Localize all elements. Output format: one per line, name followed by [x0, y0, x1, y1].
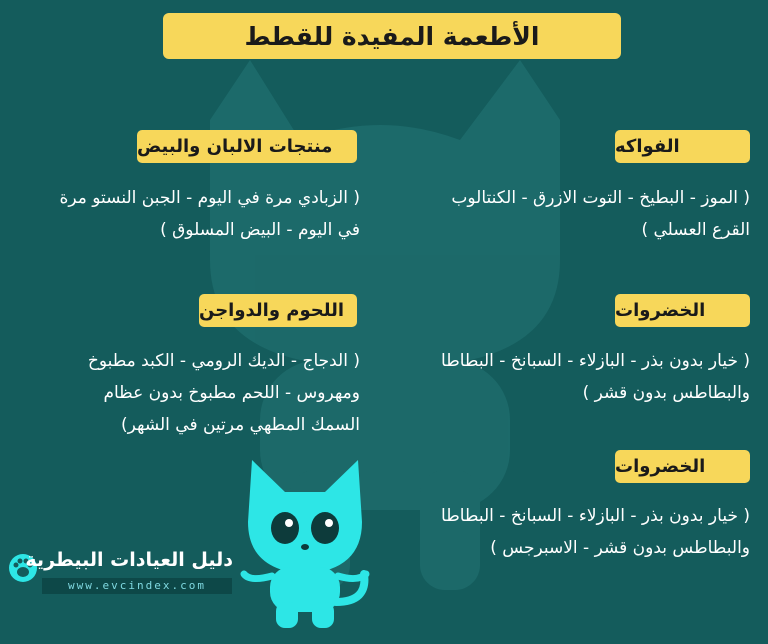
- brand-logo[interactable]: [8, 549, 233, 597]
- section-text-fruits: ( الموز - البطيخ - التوت الازرق - الكنتالوب القرع العسلي ): [451, 188, 750, 240]
- section-text-vegetables-1: ( خيار بدون بذر - البازلاء - السبانخ - البطاطا والبطاطس بدون قشر ): [441, 351, 750, 403]
- section-label-fruits: الفواكه: [615, 130, 750, 163]
- page-title-text: الأطعمة المفيدة للقطط: [244, 21, 540, 51]
- section-text-dairy-eggs: ( الزبادي مرة في اليوم - الجبن النستو مرة في اليوم - البيض المسلوق ): [59, 188, 360, 240]
- page-title: [163, 13, 621, 59]
- section-label-dairy-eggs: منتجات الالبان والبيض: [137, 130, 357, 163]
- section-text-meat-poultry: ( الدجاج - الديك الرومي - الكبد مطبوخ ومهروس - اللحم مطبوخ بدون عظام السمك المطهي مرتين في الشهر): [87, 351, 360, 435]
- section-label-vegetables-2: الخضروات: [615, 450, 750, 483]
- brand-name: دليل العيادات البيطرية: [25, 549, 233, 571]
- kitten-illustration: [240, 452, 370, 630]
- brand-url[interactable]: www.evcindex.com: [42, 578, 232, 594]
- section-text-vegetables-2: ( خيار بدون بذر - البازلاء - السبانخ - البطاطا والبطاطس بدون قشر - الاسبرجس ): [441, 506, 750, 558]
- section-label-vegetables-1: الخضروات: [615, 294, 750, 327]
- section-label-meat-poultry: اللحوم والدواجن: [199, 294, 357, 327]
